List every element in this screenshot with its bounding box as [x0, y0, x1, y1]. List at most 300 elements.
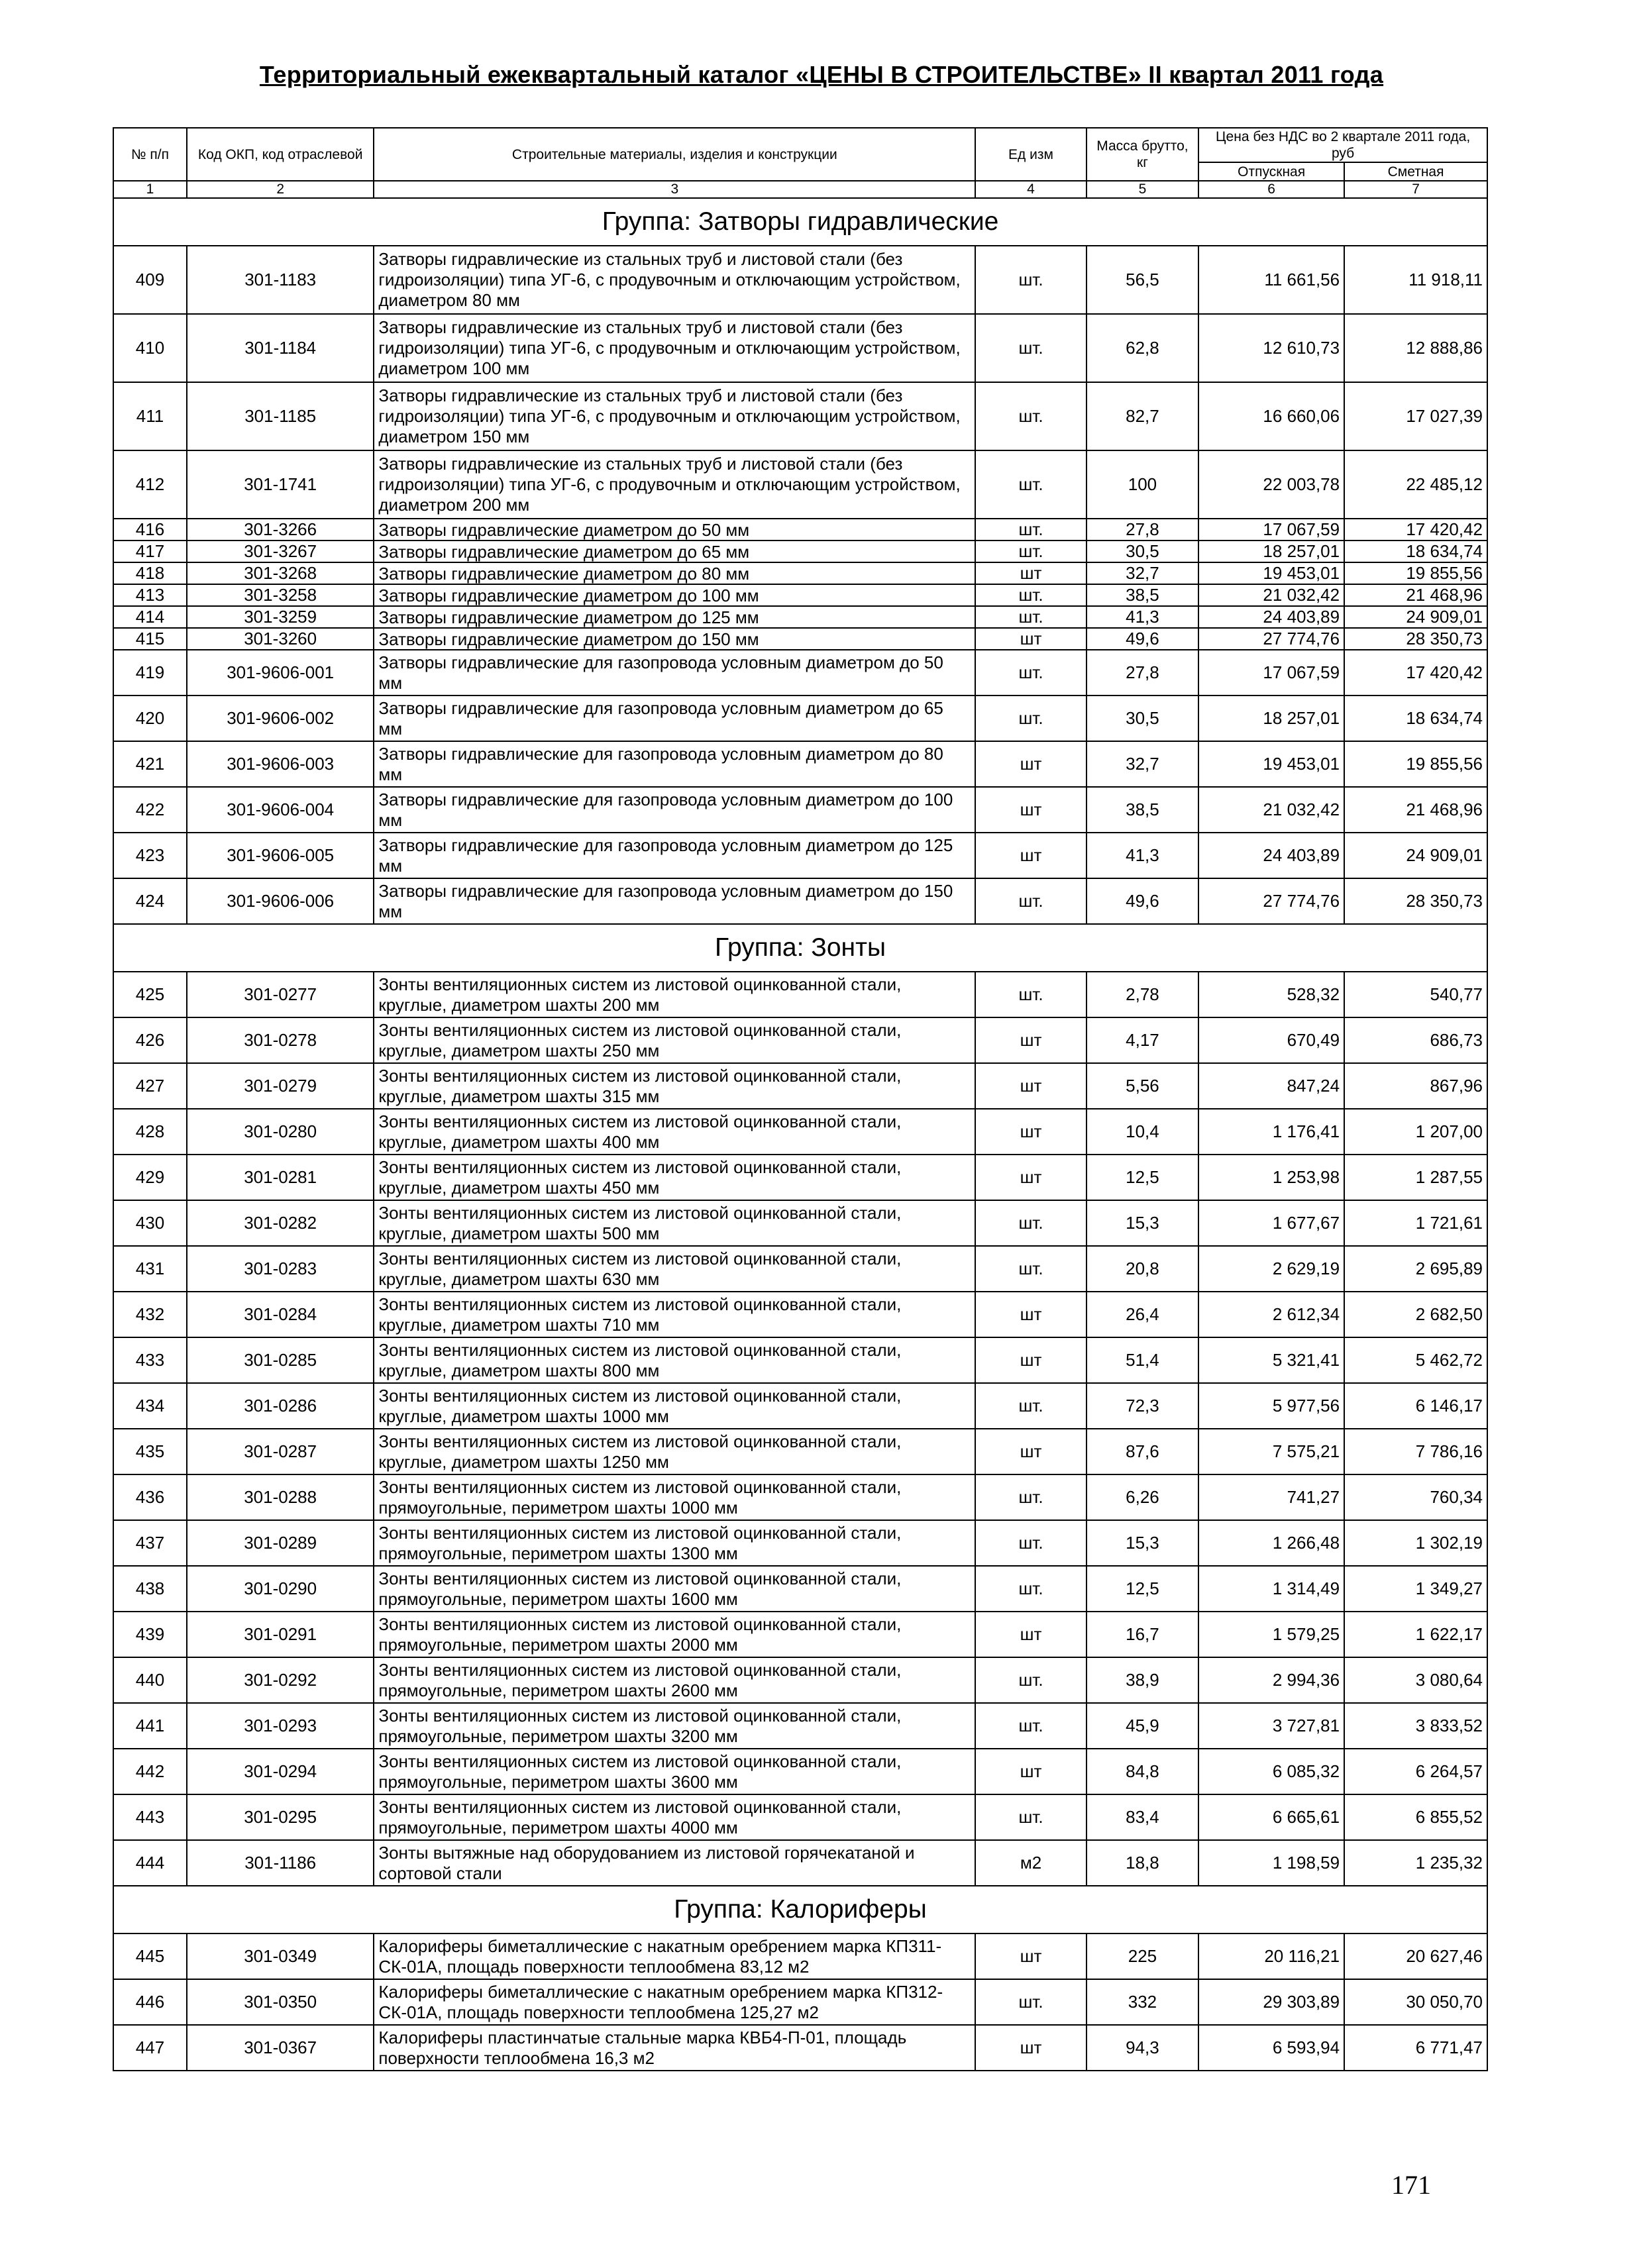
- item-price-release: 12 610,73: [1198, 314, 1344, 382]
- table-row: [113, 1840, 1487, 1886]
- item-unit: шт.: [975, 519, 1086, 541]
- item-number: 442: [113, 1749, 187, 1794]
- item-price-estimate: 7 786,16: [1344, 1429, 1487, 1474]
- table-row: [113, 382, 1487, 450]
- item-number: 424: [113, 878, 187, 924]
- table-row: [113, 541, 1487, 562]
- item-price-release: 6 665,61: [1198, 1794, 1344, 1840]
- item-price-estimate: 540,77: [1344, 972, 1487, 1017]
- item-code: 301-0290: [187, 1566, 374, 1612]
- table-row: [113, 741, 1487, 787]
- table-row: [113, 2025, 1487, 2071]
- item-mass: 32,7: [1086, 562, 1198, 584]
- item-code: 301-3260: [187, 628, 374, 650]
- item-name: Зонты вентиляционных систем из листовой оцинкованной стали, круглые, диаметром шахты 200 мм: [374, 972, 975, 1017]
- item-number: 423: [113, 833, 187, 878]
- item-mass: 49,6: [1086, 878, 1198, 924]
- item-price-estimate: 17 420,42: [1344, 519, 1487, 541]
- item-price-release: 1 677,67: [1198, 1200, 1344, 1246]
- item-name: Затворы гидравлические для газопровода условным диаметром до 65 мм: [374, 696, 975, 741]
- item-code: 301-9606-003: [187, 741, 374, 787]
- item-number: 433: [113, 1337, 187, 1383]
- column-index: 6: [1198, 181, 1344, 198]
- item-name: Затворы гидравлические из стальных труб и листовой стали (без гидроизоляции) типа УГ-6, с продувочным и отключающим устройством, диаметром 200 мм: [374, 450, 975, 519]
- item-code: 301-0349: [187, 1933, 374, 1979]
- table-row: [113, 1749, 1487, 1794]
- item-mass: 94,3: [1086, 2025, 1198, 2071]
- item-unit: шт: [975, 833, 1086, 878]
- item-name: Затворы гидравлические диаметром до 65 мм: [374, 541, 975, 562]
- column-index: 7: [1344, 181, 1487, 198]
- item-price-release: 21 032,42: [1198, 584, 1344, 606]
- item-number: 441: [113, 1703, 187, 1749]
- item-mass: 100: [1086, 450, 1198, 519]
- item-code: 301-0278: [187, 1017, 374, 1063]
- table-row: [113, 1200, 1487, 1246]
- item-name: Зонты вентиляционных систем из листовой оцинкованной стали, круглые, диаметром шахты 1250 мм: [374, 1429, 975, 1474]
- item-price-estimate: 20 627,46: [1344, 1933, 1487, 1979]
- item-name: Зонты вентиляционных систем из листовой оцинкованной стали, прямоугольные, периметром шахты 3200 мм: [374, 1703, 975, 1749]
- item-mass: 15,3: [1086, 1520, 1198, 1566]
- item-unit: шт: [975, 1337, 1086, 1383]
- item-number: 440: [113, 1657, 187, 1703]
- item-price-estimate: 1 622,17: [1344, 1612, 1487, 1657]
- item-price-release: 6 085,32: [1198, 1749, 1344, 1794]
- item-price-estimate: 686,73: [1344, 1017, 1487, 1063]
- item-name: Калориферы биметаллические с накатным оребрением марка КП312-СК-01А, площадь поверхности теплообмена 125,27 м2: [374, 1979, 975, 2025]
- item-number: 410: [113, 314, 187, 382]
- item-price-estimate: 3 080,64: [1344, 1657, 1487, 1703]
- item-price-release: 22 003,78: [1198, 450, 1344, 519]
- table-row: [113, 606, 1487, 628]
- item-price-release: 1 579,25: [1198, 1612, 1344, 1657]
- item-name: Зонты вентиляционных систем из листовой оцинкованной стали, прямоугольные, периметром шахты 3600 мм: [374, 1749, 975, 1794]
- item-name: Затворы гидравлические для газопровода условным диаметром до 50 мм: [374, 650, 975, 696]
- item-code: 301-1741: [187, 450, 374, 519]
- item-price-release: 18 257,01: [1198, 696, 1344, 741]
- item-price-release: 29 303,89: [1198, 1979, 1344, 2025]
- item-number: 413: [113, 584, 187, 606]
- item-price-estimate: 2 682,50: [1344, 1292, 1487, 1337]
- item-price-estimate: 1 302,19: [1344, 1520, 1487, 1566]
- item-mass: 72,3: [1086, 1383, 1198, 1429]
- item-unit: шт.: [975, 1979, 1086, 2025]
- item-number: 436: [113, 1474, 187, 1520]
- item-price-estimate: 867,96: [1344, 1063, 1487, 1109]
- item-price-estimate: 17 420,42: [1344, 650, 1487, 696]
- item-price-release: 21 032,42: [1198, 787, 1344, 833]
- group-heading: Группа: Зонты: [113, 924, 1487, 972]
- item-number: 443: [113, 1794, 187, 1840]
- group-heading: Группа: Калориферы: [113, 1886, 1487, 1933]
- item-price-release: 1 314,49: [1198, 1566, 1344, 1612]
- item-price-release: 3 727,81: [1198, 1703, 1344, 1749]
- item-name: Зонты вентиляционных систем из листовой оцинкованной стали, круглые, диаметром шахты 250 мм: [374, 1017, 975, 1063]
- item-unit: шт.: [975, 450, 1086, 519]
- group-heading-row: [113, 1886, 1487, 1933]
- item-mass: 84,8: [1086, 1749, 1198, 1794]
- item-unit: шт: [975, 1429, 1086, 1474]
- table-row: [113, 628, 1487, 650]
- table-row: [113, 650, 1487, 696]
- header-price: Цена без НДС во 2 квартале 2011 года, руб: [1198, 128, 1487, 162]
- table-row: [113, 1429, 1487, 1474]
- item-unit: шт: [975, 1155, 1086, 1200]
- item-number: 416: [113, 519, 187, 541]
- item-price-estimate: 1 349,27: [1344, 1566, 1487, 1612]
- item-number: 409: [113, 246, 187, 314]
- item-unit: шт.: [975, 382, 1086, 450]
- item-unit: шт.: [975, 1703, 1086, 1749]
- item-name: Затворы гидравлические для газопровода условным диаметром до 100 мм: [374, 787, 975, 833]
- item-mass: 332: [1086, 1979, 1198, 2025]
- item-name: Затворы гидравлические для газопровода условным диаметром до 125 мм: [374, 833, 975, 878]
- item-number: 411: [113, 382, 187, 450]
- item-price-release: 2 612,34: [1198, 1292, 1344, 1337]
- item-price-release: 11 661,56: [1198, 246, 1344, 314]
- item-unit: шт.: [975, 584, 1086, 606]
- item-unit: шт: [975, 1109, 1086, 1155]
- item-unit: шт.: [975, 246, 1086, 314]
- item-code: 301-0350: [187, 1979, 374, 2025]
- table-row: [113, 1383, 1487, 1429]
- item-unit: шт.: [975, 1200, 1086, 1246]
- column-index: 2: [187, 181, 374, 198]
- item-price-estimate: 1 287,55: [1344, 1155, 1487, 1200]
- item-mass: 41,3: [1086, 606, 1198, 628]
- item-name: Зонты вентиляционных систем из листовой оцинкованной стали, круглые, диаметром шахты 400 мм: [374, 1109, 975, 1155]
- table-row: [113, 1155, 1487, 1200]
- item-code: 301-0281: [187, 1155, 374, 1200]
- item-price-estimate: 19 855,56: [1344, 562, 1487, 584]
- table-row: [113, 1292, 1487, 1337]
- item-price-estimate: 6 264,57: [1344, 1749, 1487, 1794]
- item-unit: шт.: [975, 1383, 1086, 1429]
- item-price-release: 5 977,56: [1198, 1383, 1344, 1429]
- table-row: [113, 1063, 1487, 1109]
- item-code: 301-0284: [187, 1292, 374, 1337]
- item-price-estimate: 12 888,86: [1344, 314, 1487, 382]
- item-unit: шт: [975, 1749, 1086, 1794]
- item-price-estimate: 2 695,89: [1344, 1246, 1487, 1292]
- page-number: 171: [1391, 2170, 1431, 2200]
- item-code: 301-0283: [187, 1246, 374, 1292]
- item-mass: 56,5: [1086, 246, 1198, 314]
- item-price-release: 19 453,01: [1198, 741, 1344, 787]
- item-price-estimate: 28 350,73: [1344, 628, 1487, 650]
- item-unit: шт: [975, 1292, 1086, 1337]
- item-mass: 2,78: [1086, 972, 1198, 1017]
- item-mass: 12,5: [1086, 1155, 1198, 1200]
- item-code: 301-1184: [187, 314, 374, 382]
- column-index: 5: [1086, 181, 1198, 198]
- item-mass: 12,5: [1086, 1566, 1198, 1612]
- item-name: Затворы гидравлические из стальных труб и листовой стали (без гидроизоляции) типа УГ-6, с продувочным и отключающим устройством, диаметром 80 мм: [374, 246, 975, 314]
- item-price-release: 1 176,41: [1198, 1109, 1344, 1155]
- item-mass: 5,56: [1086, 1063, 1198, 1109]
- header-num: № п/п: [113, 128, 187, 181]
- table-row: [113, 1933, 1487, 1979]
- item-number: 438: [113, 1566, 187, 1612]
- item-mass: 82,7: [1086, 382, 1198, 450]
- item-number: 426: [113, 1017, 187, 1063]
- item-name: Затворы гидравлические диаметром до 125 мм: [374, 606, 975, 628]
- item-name: Затворы гидравлические диаметром до 100 мм: [374, 584, 975, 606]
- item-price-release: 1 266,48: [1198, 1520, 1344, 1566]
- item-number: 431: [113, 1246, 187, 1292]
- item-unit: шт.: [975, 606, 1086, 628]
- table-row: [113, 1109, 1487, 1155]
- item-number: 437: [113, 1520, 187, 1566]
- table-row: [113, 833, 1487, 878]
- item-mass: 15,3: [1086, 1200, 1198, 1246]
- item-mass: 45,9: [1086, 1703, 1198, 1749]
- item-price-estimate: 18 634,74: [1344, 696, 1487, 741]
- item-price-release: 1 198,59: [1198, 1840, 1344, 1886]
- item-code: 301-9606-002: [187, 696, 374, 741]
- item-price-release: 6 593,94: [1198, 2025, 1344, 2071]
- item-code: 301-3268: [187, 562, 374, 584]
- item-price-release: 16 660,06: [1198, 382, 1344, 450]
- item-name: Затворы гидравлические из стальных труб и листовой стали (без гидроизоляции) типа УГ-6, с продувочным и отключающим устройством, диаметром 150 мм: [374, 382, 975, 450]
- item-price-estimate: 11 918,11: [1344, 246, 1487, 314]
- item-price-estimate: 5 462,72: [1344, 1337, 1487, 1383]
- item-name: Калориферы пластинчатые стальные марка КВБ4-П-01, площадь поверхности теплообмена 16,3 м2: [374, 2025, 975, 2071]
- item-code: 301-0293: [187, 1703, 374, 1749]
- item-number: 445: [113, 1933, 187, 1979]
- item-mass: 4,17: [1086, 1017, 1198, 1063]
- item-number: 446: [113, 1979, 187, 2025]
- header-price-release: Отпускная: [1198, 162, 1344, 181]
- item-name: Зонты вентиляционных систем из листовой оцинкованной стали, прямоугольные, периметром шахты 2600 мм: [374, 1657, 975, 1703]
- item-number: 414: [113, 606, 187, 628]
- table-row: [113, 584, 1487, 606]
- item-code: 301-0285: [187, 1337, 374, 1383]
- item-price-release: 18 257,01: [1198, 541, 1344, 562]
- item-name: Зонты вентиляционных систем из листовой оцинкованной стали, круглые, диаметром шахты 800 мм: [374, 1337, 975, 1383]
- item-unit: шт: [975, 2025, 1086, 2071]
- item-price-release: 20 116,21: [1198, 1933, 1344, 1979]
- table-row: [113, 1703, 1487, 1749]
- item-price-release: 5 321,41: [1198, 1337, 1344, 1383]
- item-name: Зонты вентиляционных систем из листовой оцинкованной стали, прямоугольные, периметром шахты 1000 мм: [374, 1474, 975, 1520]
- item-name: Зонты вытяжные над оборудованием из листовой горячекатаной и сортовой стали: [374, 1840, 975, 1886]
- item-mass: 10,4: [1086, 1109, 1198, 1155]
- item-number: 430: [113, 1200, 187, 1246]
- item-mass: 38,5: [1086, 787, 1198, 833]
- item-price-release: 2 629,19: [1198, 1246, 1344, 1292]
- item-price-release: 7 575,21: [1198, 1429, 1344, 1474]
- item-code: 301-1185: [187, 382, 374, 450]
- table-row: [113, 1337, 1487, 1383]
- group-heading: Группа: Затворы гидравлические: [113, 198, 1487, 246]
- item-price-release: 24 403,89: [1198, 833, 1344, 878]
- item-code: 301-3258: [187, 584, 374, 606]
- item-unit: шт.: [975, 650, 1086, 696]
- item-price-estimate: 3 833,52: [1344, 1703, 1487, 1749]
- item-price-estimate: 18 634,74: [1344, 541, 1487, 562]
- item-number: 428: [113, 1109, 187, 1155]
- table-row: [113, 1520, 1487, 1566]
- item-price-release: 27 774,76: [1198, 878, 1344, 924]
- table-row: [113, 314, 1487, 382]
- item-mass: 20,8: [1086, 1246, 1198, 1292]
- item-price-estimate: 24 909,01: [1344, 606, 1487, 628]
- item-name: Зонты вентиляционных систем из листовой оцинкованной стали, круглые, диаметром шахты 500 мм: [374, 1200, 975, 1246]
- item-unit: шт.: [975, 1474, 1086, 1520]
- item-number: 415: [113, 628, 187, 650]
- item-code: 301-0287: [187, 1429, 374, 1474]
- item-code: 301-0292: [187, 1657, 374, 1703]
- item-mass: 18,8: [1086, 1840, 1198, 1886]
- item-price-estimate: 24 909,01: [1344, 833, 1487, 878]
- page-title: Территориальный ежеквартальный каталог «ЦЕНЫ В СТРОИТЕЛЬСТВЕ» II квартал 2011 года: [259, 61, 1384, 88]
- item-unit: шт: [975, 1017, 1086, 1063]
- item-unit: шт.: [975, 878, 1086, 924]
- item-mass: 87,6: [1086, 1429, 1198, 1474]
- item-price-estimate: 1 235,32: [1344, 1840, 1487, 1886]
- item-mass: 30,5: [1086, 696, 1198, 741]
- table-body: [113, 198, 1487, 2071]
- item-name: Затворы гидравлические диаметром до 50 мм: [374, 519, 975, 541]
- item-unit: шт: [975, 1933, 1086, 1979]
- item-unit: шт.: [975, 1566, 1086, 1612]
- item-price-release: 741,27: [1198, 1474, 1344, 1520]
- header-name: Строительные материалы, изделия и конструкции: [374, 128, 975, 181]
- item-code: 301-1186: [187, 1840, 374, 1886]
- item-price-estimate: 6 855,52: [1344, 1794, 1487, 1840]
- item-price-release: 2 994,36: [1198, 1657, 1344, 1703]
- item-code: 301-1183: [187, 246, 374, 314]
- item-code: 301-0291: [187, 1612, 374, 1657]
- table-row: [113, 1474, 1487, 1520]
- item-price-release: 17 067,59: [1198, 519, 1344, 541]
- item-code: 301-3259: [187, 606, 374, 628]
- item-name: Калориферы биметаллические с накатным оребрением марка КП311-СК-01А, площадь поверхности теплообмена 83,12 м2: [374, 1933, 975, 1979]
- item-price-estimate: 17 027,39: [1344, 382, 1487, 450]
- item-name: Зонты вентиляционных систем из листовой оцинкованной стали, прямоугольные, периметром шахты 4000 мм: [374, 1794, 975, 1840]
- item-price-release: 19 453,01: [1198, 562, 1344, 584]
- item-mass: 49,6: [1086, 628, 1198, 650]
- item-unit: шт.: [975, 541, 1086, 562]
- item-mass: 27,8: [1086, 519, 1198, 541]
- item-code: 301-9606-004: [187, 787, 374, 833]
- item-unit: шт: [975, 741, 1086, 787]
- item-mass: 32,7: [1086, 741, 1198, 787]
- item-code: 301-9606-001: [187, 650, 374, 696]
- item-mass: 38,9: [1086, 1657, 1198, 1703]
- item-name: Зонты вентиляционных систем из листовой оцинкованной стали, круглые, диаметром шахты 710 мм: [374, 1292, 975, 1337]
- item-mass: 38,5: [1086, 584, 1198, 606]
- item-unit: шт.: [975, 314, 1086, 382]
- item-mass: 51,4: [1086, 1337, 1198, 1383]
- item-code: 301-0277: [187, 972, 374, 1017]
- item-unit: шт.: [975, 696, 1086, 741]
- table-row: [113, 787, 1487, 833]
- item-unit: шт.: [975, 1794, 1086, 1840]
- item-mass: 83,4: [1086, 1794, 1198, 1840]
- item-number: 422: [113, 787, 187, 833]
- table-row: [113, 1246, 1487, 1292]
- item-code: 301-0289: [187, 1520, 374, 1566]
- item-price-estimate: 21 468,96: [1344, 584, 1487, 606]
- table-row: [113, 1794, 1487, 1840]
- table-row: [113, 696, 1487, 741]
- item-unit: шт: [975, 1612, 1086, 1657]
- item-number: 417: [113, 541, 187, 562]
- item-code: 301-0288: [187, 1474, 374, 1520]
- table-row: [113, 450, 1487, 519]
- item-mass: 225: [1086, 1933, 1198, 1979]
- item-number: 418: [113, 562, 187, 584]
- item-mass: 30,5: [1086, 541, 1198, 562]
- table-row: [113, 878, 1487, 924]
- item-name: Затворы гидравлические из стальных труб и листовой стали (без гидроизоляции) типа УГ-6, с продувочным и отключающим устройством, диаметром 100 мм: [374, 314, 975, 382]
- item-code: 301-0286: [187, 1383, 374, 1429]
- item-unit: шт.: [975, 1520, 1086, 1566]
- item-name: Зонты вентиляционных систем из листовой оцинкованной стали, круглые, диаметром шахты 450 мм: [374, 1155, 975, 1200]
- item-mass: 16,7: [1086, 1612, 1198, 1657]
- item-price-estimate: 1 721,61: [1344, 1200, 1487, 1246]
- item-code: 301-3266: [187, 519, 374, 541]
- item-name: Зонты вентиляционных систем из листовой оцинкованной стали, круглые, диаметром шахты 315 мм: [374, 1063, 975, 1109]
- item-number: 425: [113, 972, 187, 1017]
- item-mass: 26,4: [1086, 1292, 1198, 1337]
- item-number: 444: [113, 1840, 187, 1886]
- item-name: Зонты вентиляционных систем из листовой оцинкованной стали, прямоугольные, периметром шахты 1300 мм: [374, 1520, 975, 1566]
- item-name: Зонты вентиляционных систем из листовой оцинкованной стали, прямоугольные, периметром шахты 2000 мм: [374, 1612, 975, 1657]
- header-unit: Ед изм: [975, 128, 1086, 181]
- item-unit: шт: [975, 562, 1086, 584]
- catalog-table: [113, 127, 1488, 2071]
- item-mass: 41,3: [1086, 833, 1198, 878]
- item-price-estimate: 22 485,12: [1344, 450, 1487, 519]
- item-price-release: 528,32: [1198, 972, 1344, 1017]
- item-price-estimate: 6 771,47: [1344, 2025, 1487, 2071]
- item-name: Затворы гидравлические диаметром до 80 мм: [374, 562, 975, 584]
- item-code: 301-9606-005: [187, 833, 374, 878]
- item-name: Зонты вентиляционных систем из листовой оцинкованной стали, круглые, диаметром шахты 630 мм: [374, 1246, 975, 1292]
- table-row: [113, 562, 1487, 584]
- table-row: [113, 1612, 1487, 1657]
- item-code: 301-0279: [187, 1063, 374, 1109]
- item-price-release: 24 403,89: [1198, 606, 1344, 628]
- item-name: Затворы гидравлические для газопровода условным диаметром до 80 мм: [374, 741, 975, 787]
- item-mass: 62,8: [1086, 314, 1198, 382]
- item-number: 447: [113, 2025, 187, 2071]
- item-mass: 27,8: [1086, 650, 1198, 696]
- item-price-release: 670,49: [1198, 1017, 1344, 1063]
- item-unit: шт: [975, 787, 1086, 833]
- table-row: [113, 972, 1487, 1017]
- item-price-release: 1 253,98: [1198, 1155, 1344, 1200]
- table-row: [113, 246, 1487, 314]
- item-price-estimate: 28 350,73: [1344, 878, 1487, 924]
- column-index: 4: [975, 181, 1086, 198]
- item-number: 412: [113, 450, 187, 519]
- item-name: Зонты вентиляционных систем из листовой оцинкованной стали, прямоугольные, периметром шахты 1600 мм: [374, 1566, 975, 1612]
- item-code: 301-3267: [187, 541, 374, 562]
- item-price-release: 27 774,76: [1198, 628, 1344, 650]
- item-number: 435: [113, 1429, 187, 1474]
- table-row: [113, 1657, 1487, 1703]
- item-code: 301-0294: [187, 1749, 374, 1794]
- table-row: [113, 1979, 1487, 2025]
- item-code: 301-0282: [187, 1200, 374, 1246]
- item-unit: шт.: [975, 972, 1086, 1017]
- item-number: 419: [113, 650, 187, 696]
- group-heading-row: [113, 924, 1487, 972]
